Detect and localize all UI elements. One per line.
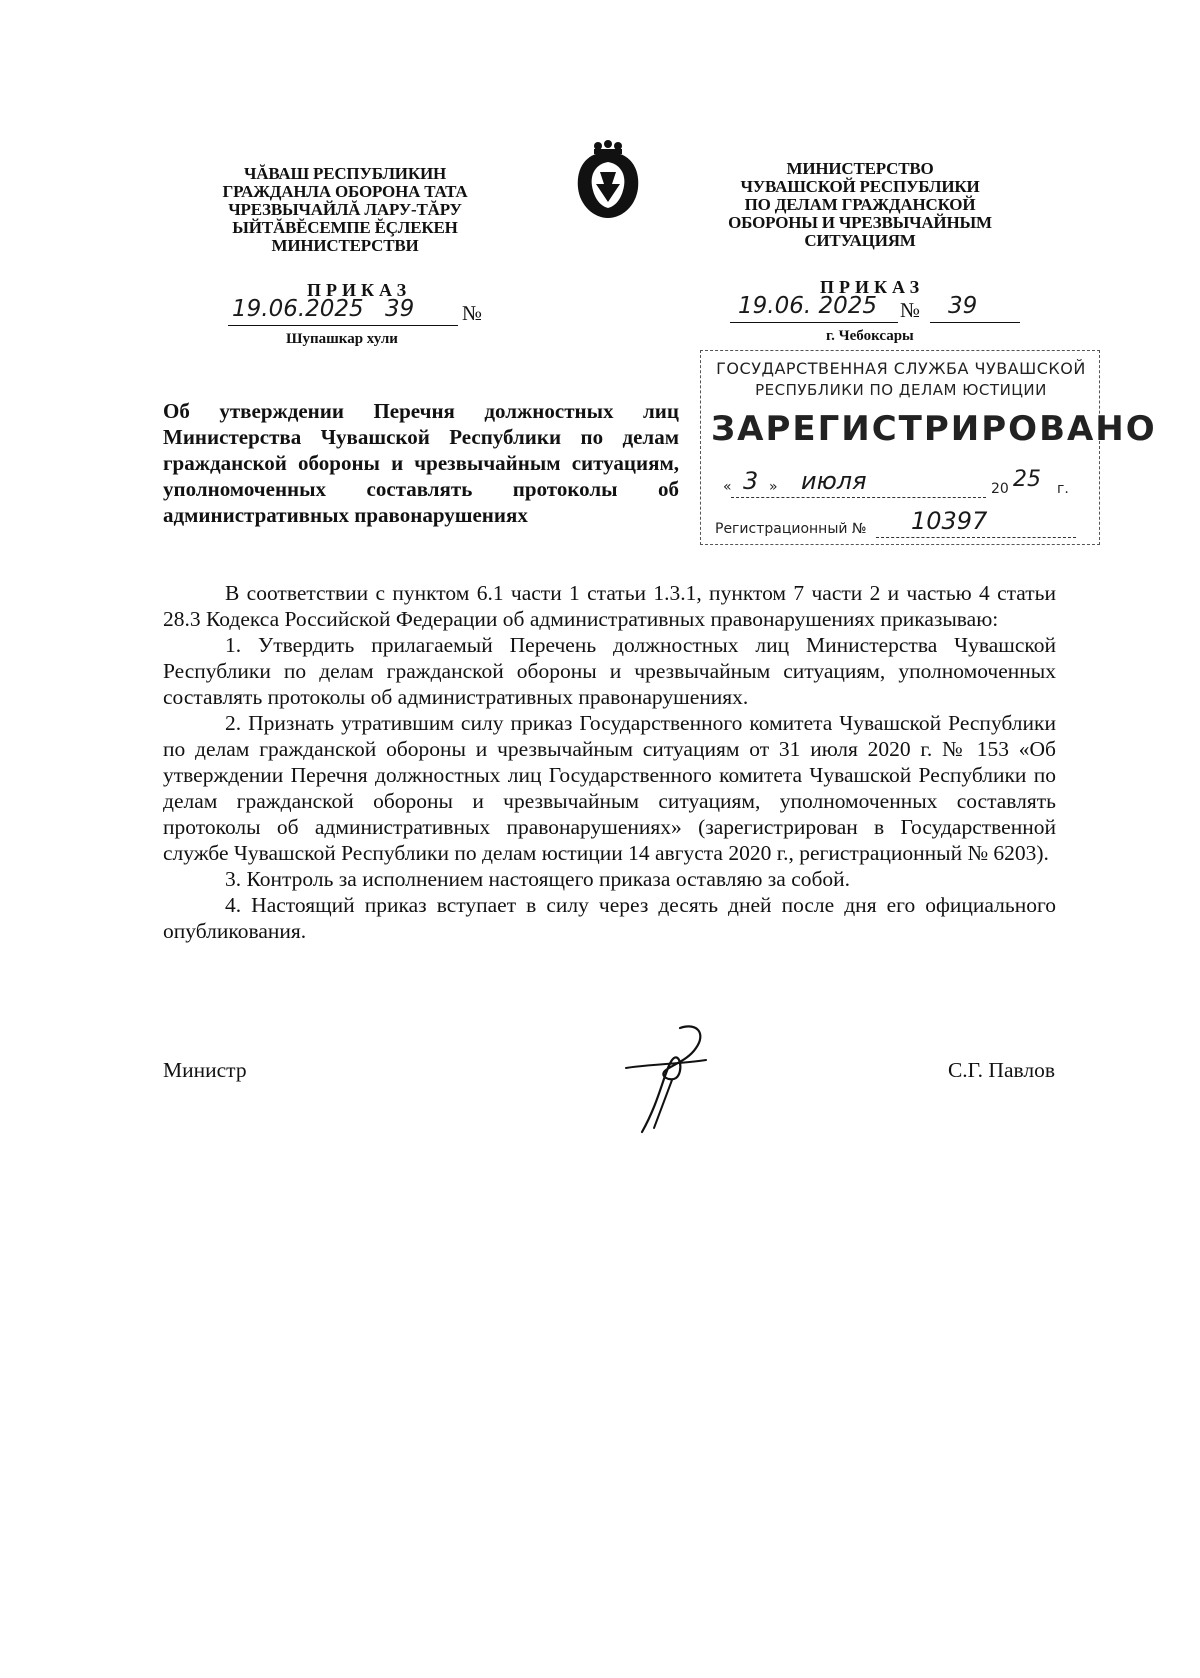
header-right-line: МИНИСТЕРСТВО	[786, 159, 934, 178]
header-right-ministry-russian	[710, 160, 1010, 250]
body-paragraph-item-3: 3. Контроль за исполнением настоящего приказа оставляю за собой.	[225, 867, 851, 891]
header-left-ministry-chuvash	[195, 165, 495, 255]
stamp-date-line	[731, 497, 986, 498]
order-number-left: 39	[385, 296, 415, 322]
stamp-reg-label: Регистрационный №	[715, 521, 867, 537]
stamp-registered-label: ЗАРЕГИСТРИРОВАНО	[711, 409, 1157, 449]
document-title: Об утверждении Перечня должностных лиц Министерства Чувашской Республики по делам гражданской обороны и чрезвычайным ситуациям, уполномоченных составлять протоколы об административных правонарушениях	[163, 399, 679, 527]
order-label-right: ПРИКАЗ	[820, 277, 925, 297]
header-right-line: ПО ДЕЛАМ ГРАЖДАНСКОЙ	[744, 195, 976, 214]
stamp-quote-open: «	[723, 479, 732, 495]
signatory-role: Министр	[163, 1058, 247, 1082]
registration-stamp	[700, 350, 1157, 545]
stamp-agency-line1: ГОСУДАРСТВЕННАЯ СЛУЖБА ЧУВАШСКОЙ	[716, 359, 1086, 378]
handwritten-signature-icon	[620, 1020, 730, 1140]
stamp-month: июля	[801, 467, 867, 495]
signatory-name: С.Г. Павлов	[947, 1058, 1055, 1082]
body-paragraph-item-4: 4. Настоящий приказ вступает в силу через десять дней после дня его официального опубликования.	[163, 893, 1056, 943]
stamp-year-unit: г.	[1057, 481, 1069, 497]
place-right: г. Чебоксары	[826, 328, 914, 344]
document-body	[163, 580, 1056, 944]
date-underline-left	[228, 325, 458, 326]
place-left: Шупашкар хули	[286, 331, 398, 347]
order-number-right: 39	[948, 293, 978, 319]
body-paragraph-preamble: В соответствии с пунктом 6.1 части 1 статьи 1.3.1, пунктом 7 части 2 и частью 4 статьи 28.3 Кодекса Российской Федерации об административных правонарушениях приказываю:	[163, 581, 1056, 631]
header-left-line: ЧРЕЗВЫЧАЙЛĂ ЛАРУ-ТĂРУ	[228, 200, 462, 219]
number-underline-right	[930, 322, 1020, 323]
order-label-left: ПРИКАЗ	[307, 280, 412, 300]
stamp-reg-line	[876, 537, 1076, 538]
stamp-year-prefix: 20	[991, 481, 1009, 497]
stamp-quote-close: »	[769, 479, 778, 495]
header-right-line: ОБОРОНЫ И ЧРЕЗВЫЧАЙНЫМ	[728, 213, 992, 232]
stamp-day: 3	[743, 467, 759, 495]
date-underline-right	[730, 322, 898, 323]
header-right-line: СИТУАЦИЯМ	[804, 231, 916, 250]
order-date-left: 19.06.2025	[232, 296, 364, 322]
order-date-right: 19.06. 2025	[738, 293, 877, 319]
header-left-line: ГРАЖДАНЛА ОБОРОНА ТАТА	[222, 182, 468, 201]
body-paragraph-item-2: 2. Признать утратившим силу приказ Государственного комитета Чувашской Республики по делам гражданской обороны и чрезвычайным ситуациям от 31 июля 2020 г. № 153 «Об утверждении Перечня должностных лиц Государственного комитета Чувашской Республики по делам гражданской обороны и чрезвычайным ситуациям, уполномоченных составлять протоколы об административных правонарушениях» (зарегистрирован в Государственной службе Чувашской Республики по делам юстиции 14 августа 2020 г., регистрационный № 6203).	[163, 711, 1056, 865]
header-left-line: ЧĂВАШ РЕСПУБЛИКИН	[244, 164, 446, 183]
coat-of-arms-emblem-icon	[570, 140, 646, 220]
header-left-line: ЫЙТĂВĔСЕМПЕ ĔÇЛЕКЕН	[232, 218, 458, 237]
body-paragraph-item-1: 1. Утвердить прилагаемый Перечень должностных лиц Министерства Чувашской Республики по делам гражданской обороны и чрезвычайным ситуациям, уполномоченных составлять протоколы об административных правонарушениях.	[163, 633, 1056, 709]
header-left-line: МИНИСТЕРСТВИ	[271, 236, 419, 255]
stamp-agency-line2: РЕСПУБЛИКИ ПО ДЕЛАМ ЮСТИЦИИ	[755, 381, 1047, 399]
number-sign-right: №	[900, 298, 921, 322]
stamp-reg-number: 10397	[911, 507, 988, 535]
number-sign-left: №	[462, 301, 483, 325]
header-right-line: ЧУВАШСКОЙ РЕСПУБЛИКИ	[740, 177, 980, 196]
stamp-year-suffix: 25	[1013, 467, 1041, 492]
